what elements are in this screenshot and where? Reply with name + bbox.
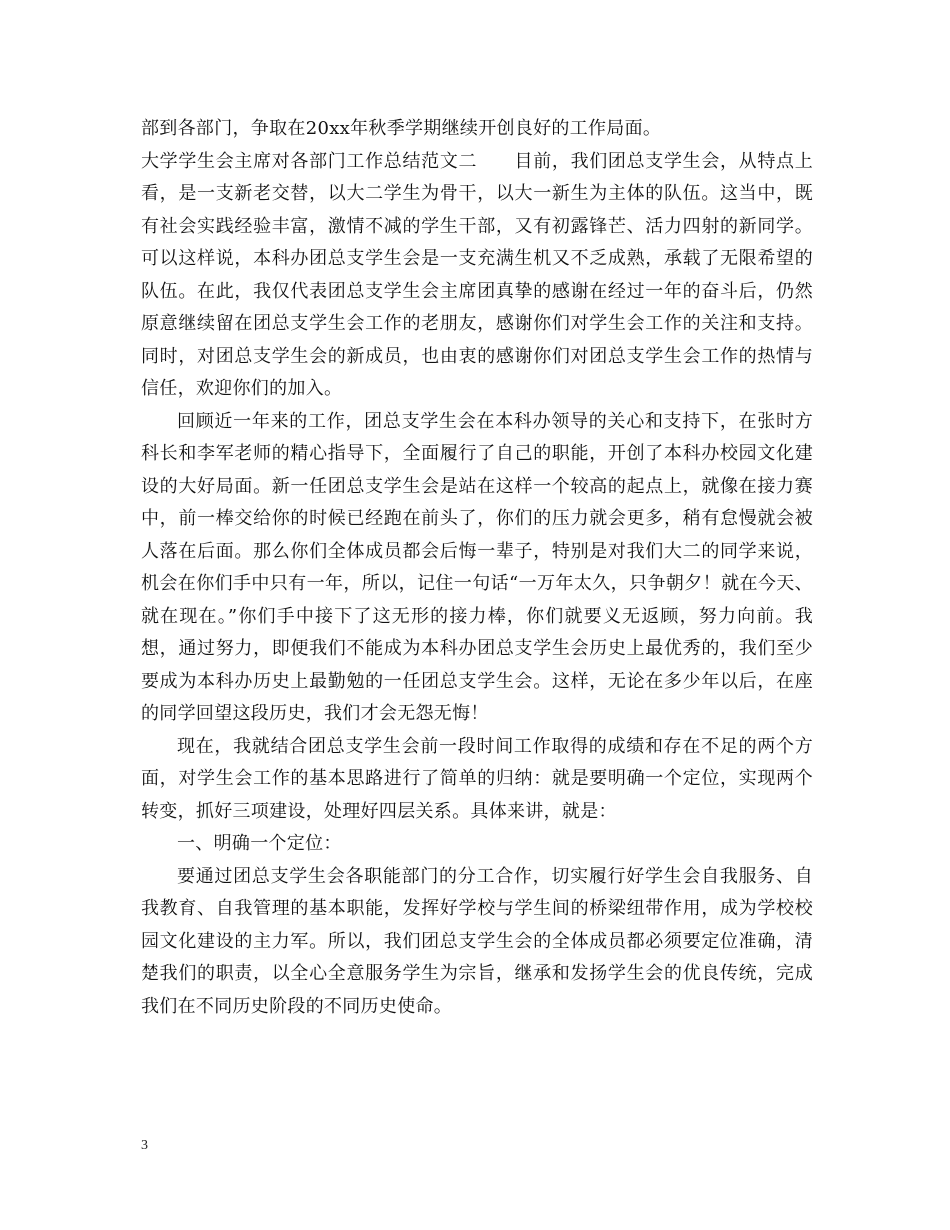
paragraph-positioning: 要通过团总支学生会各职能部门的分工合作，切实履行好学生会自我服务、自我教育、自我管理的基本职能，发挥好学校与学生间的桥梁纽带作用，成为学校校园文化建设的主力军。所以，我们团总支学生会的全体成员都必须要定位准确，清楚我们的职责，以全心全意服务学生为宗旨，继承和发扬学生会的优良传统，完成我们在不同历史阶段的不同历史使命。 [141,865,813,1017]
paragraph-title-intro: 大学学生会主席对各部门工作总结范文二 目前，我们团总支学生会，从特点上看，是一支新老交替，以大二学生为骨干，以大一新生为主体的队伍。这当中，既有社会实践经验丰富，激情不减的学生干部，又有初露锋芒、活力四射的新同学。可以这样说，本科办团总支学生会是一支充满生机又不乏成熟，承载了无限希望的队伍。在此，我仅代表团总支学生会主席团真挚的感谢在经过一年的奋斗后，仍然原意继续留在团总支学生会工作的老朋友，感谢你们对学生会工作的关注和支持。同时，对团总支学生会的新成员，也由衷的感谢你们对团总支学生会工作的热情与信任，欢迎你们的加入。 [141,150,813,399]
paragraph-review: 回顾近一年来的工作，团总支学生会在本科办领导的关心和支持下，在张时方科长和李军老师的精心指导下，全面履行了自己的职能，开创了本科办校园文化建设的大好局面。新一任团总支学生会是站在这样一个较高的起点上，就像在接力赛中，前一棒交给你的时候已经跑在前头了，你们的压力就会更多，稍有怠慢就会被人落在后面。那么你们全体成员都会后悔一辈子，特别是对我们大二的同学来说，机会在你们手中只有一年，所以，记住一句话“一万年太久，只争朝夕！就在今天、就在现在。”你们手中接下了这无形的接力棒，你们就要义无返顾，努力向前。我想，通过努力，即便我们不能成为本科办团总支学生会历史上最优秀的，我们至少要成为本科办历史上最勤勉的一任团总支学生会。这样，无论在多少年以后，在座的同学回望这段历史，我们才会无怨无悔！ [141,410,813,724]
paragraph-continuation: 部到各部门，争取在20xx年秋季学期继续开创良好的工作局面。 [141,118,662,139]
page-number: 3 [141,1138,148,1153]
paragraph-summary: 现在，我就结合团总支学生会前一段时间工作取得的成绩和存在不足的两个方面，对学生会工作的基本思路进行了简单的归纳：就是要明确一个定位，实现两个转变，抓好三项建设，处理好四层关系。具体来讲，就是： [141,735,813,822]
document-body [141,113,813,1023]
section-heading-one: 一、明确一个定位： [177,833,342,854]
